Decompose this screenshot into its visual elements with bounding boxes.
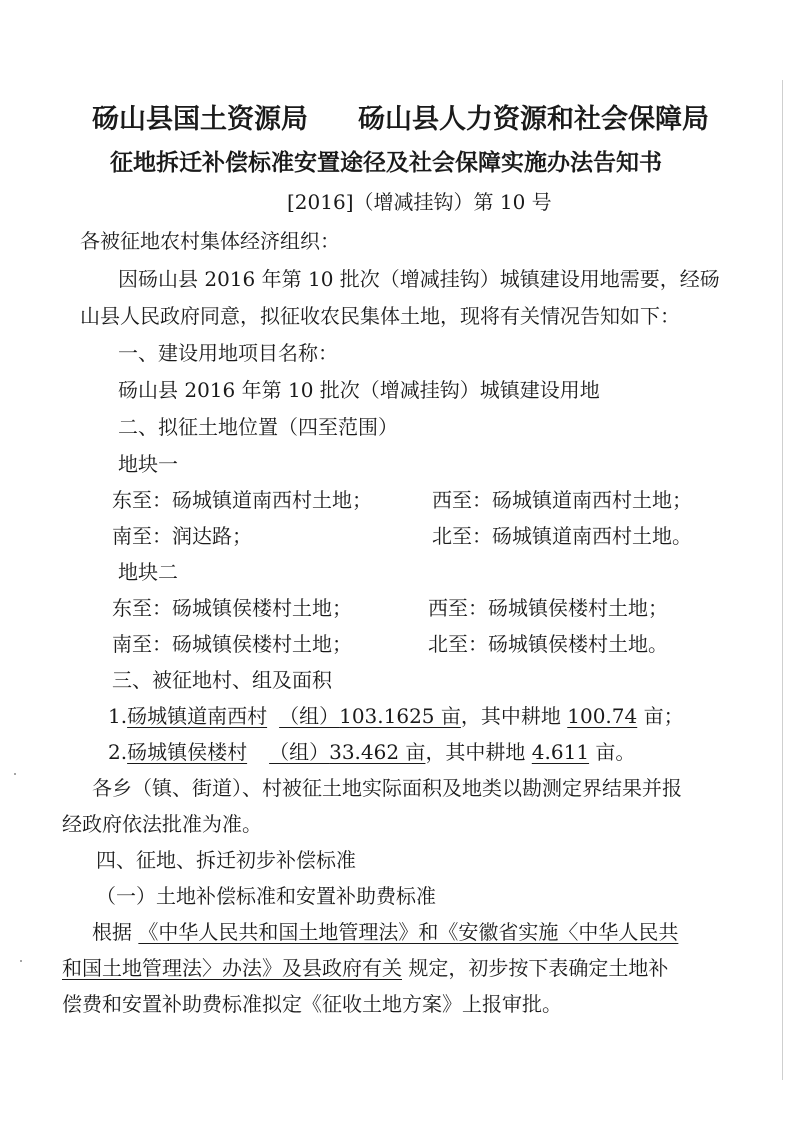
section-1-content: 砀山县 2016 年第 10 批次（增减挂钩）城镇建设用地: [118, 378, 600, 402]
scan-edge-shadow: [782, 80, 783, 1080]
village-item-1: [108, 704, 684, 728]
scan-speck: [20, 960, 22, 962]
plot-2-south: 南至：砀城镇侯楼村土地；: [112, 632, 352, 656]
scan-speck: [14, 773, 16, 775]
item-1-group: （组）: [279, 704, 340, 728]
basis-line-3: 偿费和安置补助费标准拟定《征收土地方案》上报审批。: [62, 992, 562, 1016]
item-2-group: （组）: [269, 740, 330, 764]
item-2-mid: ，其中耕地: [425, 740, 532, 764]
basis-line-2: [62, 956, 668, 980]
item-1-cultivated: 100.74: [567, 704, 638, 728]
plot-2-north: 北至：砀城镇侯楼村土地。: [428, 632, 668, 656]
item-1-mid: ，其中耕地: [460, 704, 568, 728]
basis-suffix: 规定，初步按下表确定土地补: [402, 956, 669, 980]
basis-prefix: 根据: [92, 920, 139, 944]
section-1-heading: 一、建设用地项目名称：: [118, 341, 338, 365]
plot-2-east: 东至：砀城镇侯楼村土地；: [112, 596, 352, 620]
note-line-2: 经政府依法批准为准。: [62, 812, 262, 836]
document-number: [2016]（增减挂钩）第 10 号: [287, 190, 552, 214]
basis-law-part-2: 和国土地管理法〉办法》及县政府有关: [62, 956, 402, 980]
item-2-area: 33.462 亩: [329, 740, 426, 764]
document-title: 征地拆迁补偿标准安置途径及社会保障实施办法告知书: [110, 149, 662, 176]
subsection-1-heading: （一）土地补偿标准和安置补助费标准: [96, 884, 436, 908]
plot-1-label: 地块一: [118, 452, 178, 476]
item-1-village: 砀城镇道南西村: [127, 704, 268, 728]
basis-line-1: [92, 920, 678, 944]
issuer-hr-bureau: 砀山县人力资源和社会保障局: [358, 104, 709, 135]
plot-2-west: 西至：砀城镇侯楼村土地；: [428, 596, 668, 620]
item-1-area: 103.1625 亩: [339, 704, 461, 728]
plot-1-south: 南至：润达路；: [112, 524, 252, 548]
salutation: 各被征地农村集体经济组织：: [80, 229, 340, 253]
item-1-unit-end: 亩；: [637, 704, 684, 728]
issuer-land-bureau: 砀山县国土资源局: [92, 104, 308, 135]
section-2-heading: 二、拟征土地位置（四至范围）: [118, 415, 398, 439]
plot-1-west: 西至：砀城镇道南西村土地；: [432, 488, 692, 512]
basis-law-part-1: 《中华人民共和国土地管理法》和《安徽省实施〈中华人民共: [138, 920, 679, 944]
item-2-unit-end: 亩。: [589, 740, 636, 764]
village-item-2: [108, 740, 635, 764]
plot-1-east: 东至：砀城镇道南西村土地；: [112, 488, 372, 512]
item-2-cultivated: 4.611: [531, 740, 590, 764]
item-1-prefix: 1.: [108, 704, 128, 728]
intro-line-2: 山县人民政府同意，拟征收农民集体土地，现将有关情况告知如下：: [80, 304, 680, 328]
plot-1-north: 北至：砀城镇道南西村土地。: [432, 524, 692, 548]
note-line-1: 各乡（镇、街道）、村被征土地实际面积及地类以勘测定界结果并报: [92, 776, 682, 800]
plot-2-label: 地块二: [118, 560, 178, 584]
section-4-heading: 四、征地、拆迁初步补偿标准: [96, 848, 356, 872]
section-3-heading: 三、被征地村、组及面积: [112, 668, 332, 692]
item-2-prefix: 2.: [108, 740, 128, 764]
item-2-village: 砀城镇侯楼村: [127, 740, 248, 764]
intro-line-1: 因砀山县 2016 年第 10 批次（增减挂钩）城镇建设用地需要，经砀: [118, 267, 720, 291]
